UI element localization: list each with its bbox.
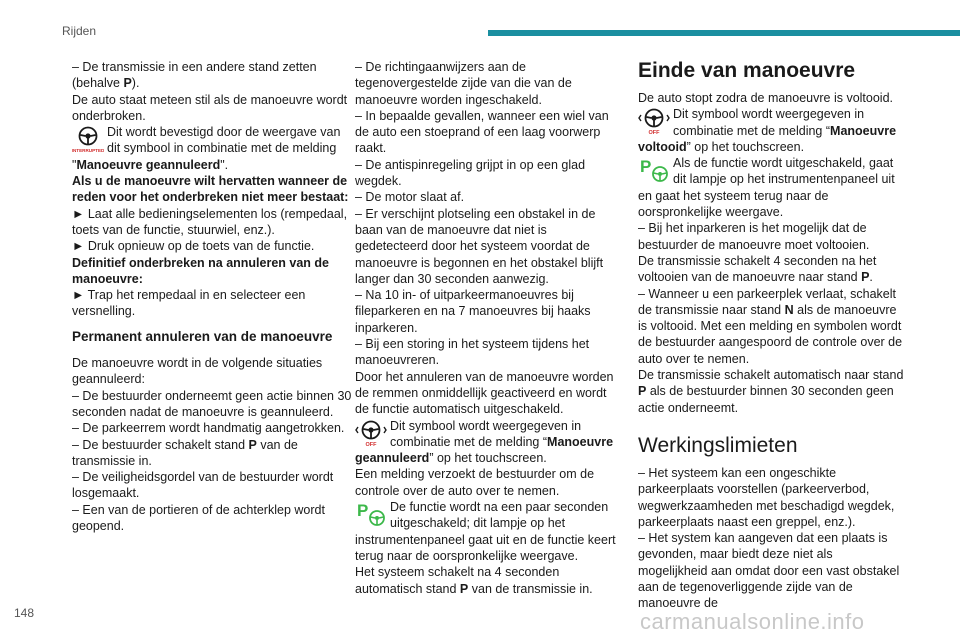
text-line: – De transmissie in een andere stand zetten [72, 60, 317, 74]
header-accent-bar [488, 30, 960, 36]
steering-interrupted-icon [72, 124, 104, 154]
text-line: – Wanneer u een parkeerplek verlaat, schakelt de transmissie naar stand N als de manoeuvre is voltooid. Met een melding en symbolen wordt de bestuurder aangespoord de controle over de auto over te nemen. [638, 286, 903, 366]
icon-label: OFF [648, 130, 660, 137]
text-line: – Bij een storing in het systeem tijdens het manoeuvreren. [355, 337, 590, 368]
bold-text: Als u de manoeuvre wilt hervatten wanneer de reden voor het onderbreken niet meer bestaat: [72, 174, 349, 205]
text-line: – De motor slaat af. [355, 190, 465, 205]
column-3 [638, 59, 904, 612]
icon-label: INTERRUPTED [72, 148, 104, 154]
text-line: Dit symbool wordt weergegeven in combinatie met de melding “Manoeuvre geannuleerd” op het touchscreen. [355, 418, 614, 466]
paragraph-with-icon [355, 499, 618, 564]
column-1 [72, 59, 354, 534]
text-line: ► Laat alle bedieningselementen los (rempedaal, toets van de functie, stuurwiel, enz.). [72, 206, 348, 237]
text-line: Door het annuleren van de manoeuvre worden de remmen onmiddellijk geactiveerd en wordt de functie automatisch uitgeschakeld. [355, 369, 614, 417]
text-line: – Bij het inparkeren is het mogelijk dat de bestuurder de manoeuvre moet voltooien. [638, 221, 870, 252]
text-line: De auto staat meteen stil als de manoeuvre wordt onderbroken. [72, 92, 348, 123]
paragraph-with-icon [355, 418, 618, 467]
text-line: De transmissie schakelt 4 seconden na het voltooien van de manoeuvre naar stand P. [638, 253, 877, 285]
text-line: Als de functie wordt uitgeschakeld, gaat dit lampje op het instrumentenpaneel uit en gaat het systeem terug naar de oorspronkelijke weergave. [638, 156, 895, 220]
text-line: ► Trap het rempedaal in en selecteer een versnelling. [72, 288, 306, 319]
text-line: – De bestuurder onderneemt geen actie binnen 30 seconden nadat de manoeuvre is geannuleerd. [72, 388, 352, 419]
page-number: 148 [14, 606, 35, 620]
text-line: (behalve P). [72, 76, 140, 91]
text-line: "Manoeuvre geannuleerd". [72, 157, 229, 172]
text-line: Een melding verzoekt de bestuurder om de controle over de auto over te nemen. [355, 467, 595, 498]
section-title: Rijden [62, 24, 97, 38]
text-line: – De veiligheidsgordel van de bestuurder wordt losgemaakt. [72, 470, 334, 501]
text-line: – De bestuurder schakelt stand P van de transmissie in. [72, 437, 298, 468]
bold-text: Definitief onderbreken na annuleren van de manoeuvre: [72, 255, 330, 286]
text-line: De transmissie schakelt automatisch naar stand P als de bestuurder binnen 30 seconden geen actie onderneemt. [638, 368, 904, 415]
text-line: – De antispinregeling grijpt in op een glad wegdek. [355, 157, 586, 189]
subsection-title: Permanent annuleren van de manoeuvre [72, 328, 333, 344]
park-assist-icon [638, 155, 670, 185]
icon-label: P [357, 501, 369, 521]
text-line: De manoeuvre wordt in de volgende situaties geannuleerd: [72, 356, 323, 387]
text-line: Dit symbool wordt weergegeven in combinatie met de melding “Manoeuvre voltooid” op het touchscreen. [638, 107, 897, 154]
icon-label: OFF [365, 441, 377, 448]
paragraph-with-icon [72, 124, 354, 157]
paragraph-with-icon [638, 155, 904, 220]
section-heading: Einde van manoeuvre [638, 59, 856, 82]
text-line: ► Druk opnieuw op de toets van de functie. [72, 239, 315, 254]
text-line: – De richtingaanwijzers aan de tegenovergestelde zijde van die van de manoeuvre worden ingeschakeld. [355, 60, 572, 107]
column-2 [355, 59, 618, 597]
text-line: – In bepaalde gevallen, wanneer een wiel van de auto een stoeprand of een laag voorwerp raakt. [355, 108, 609, 156]
icon-label: P [640, 157, 652, 177]
paragraph-with-icon [638, 106, 904, 155]
text-line: Dit wordt bevestigd door de weergave van dit symbool in combinatie met de melding [107, 125, 341, 156]
park-assist-icon [355, 499, 387, 529]
watermark: carmanualsonline.info [640, 609, 865, 634]
text-line: – Er verschijnt plotseling een obstakel in de baan van de manoeuvre dat niet is gedetecteerd door het systeem voordat de manoeuvre is begonnen en het obstakel blijft langer dan 30 seconden aanwezig. [355, 206, 604, 286]
text-line: – Na 10 in- of uitparkeermanoeuvres bij fileparkeren en na 7 manoeuvres bij haaks inparkeren. [355, 288, 591, 335]
text-line: – Het system kan aangeven dat een plaats is gevonden, maar biedt deze niet als mogelijkheid aan omdat door een vast obstakel aan de tegenoverliggende zijde van de manoeuvre de [638, 531, 900, 611]
text-line: – De parkeerrem wordt handmatig aangetrokken. [72, 421, 345, 436]
section-heading: Werkingslimieten [638, 433, 798, 457]
text-line: – Een van de portieren of de achterklep wordt geopend. [72, 502, 325, 534]
text-line: Het systeem schakelt na 4 seconden automatisch stand P van de transmissie in. [355, 565, 593, 596]
text-line: De functie wordt na een paar seconden uitgeschakeld; dit lampje op het instrumentenpaneel gaat uit en de functie keert terug naar de oorspronkelijke weergave. [355, 500, 616, 563]
text-line: – Het systeem kan een ongeschikte parkeerplaats voorstellen (parkeerverbod, wegwerkzaamheden met beschadigd wegdek, parkeerplaats naast een greppel, enz.). [638, 465, 895, 529]
text-line: De auto stopt zodra de manoeuvre is voltooid. [638, 91, 894, 105]
steering-off-icon [355, 418, 387, 448]
steering-off-icon [638, 106, 670, 136]
